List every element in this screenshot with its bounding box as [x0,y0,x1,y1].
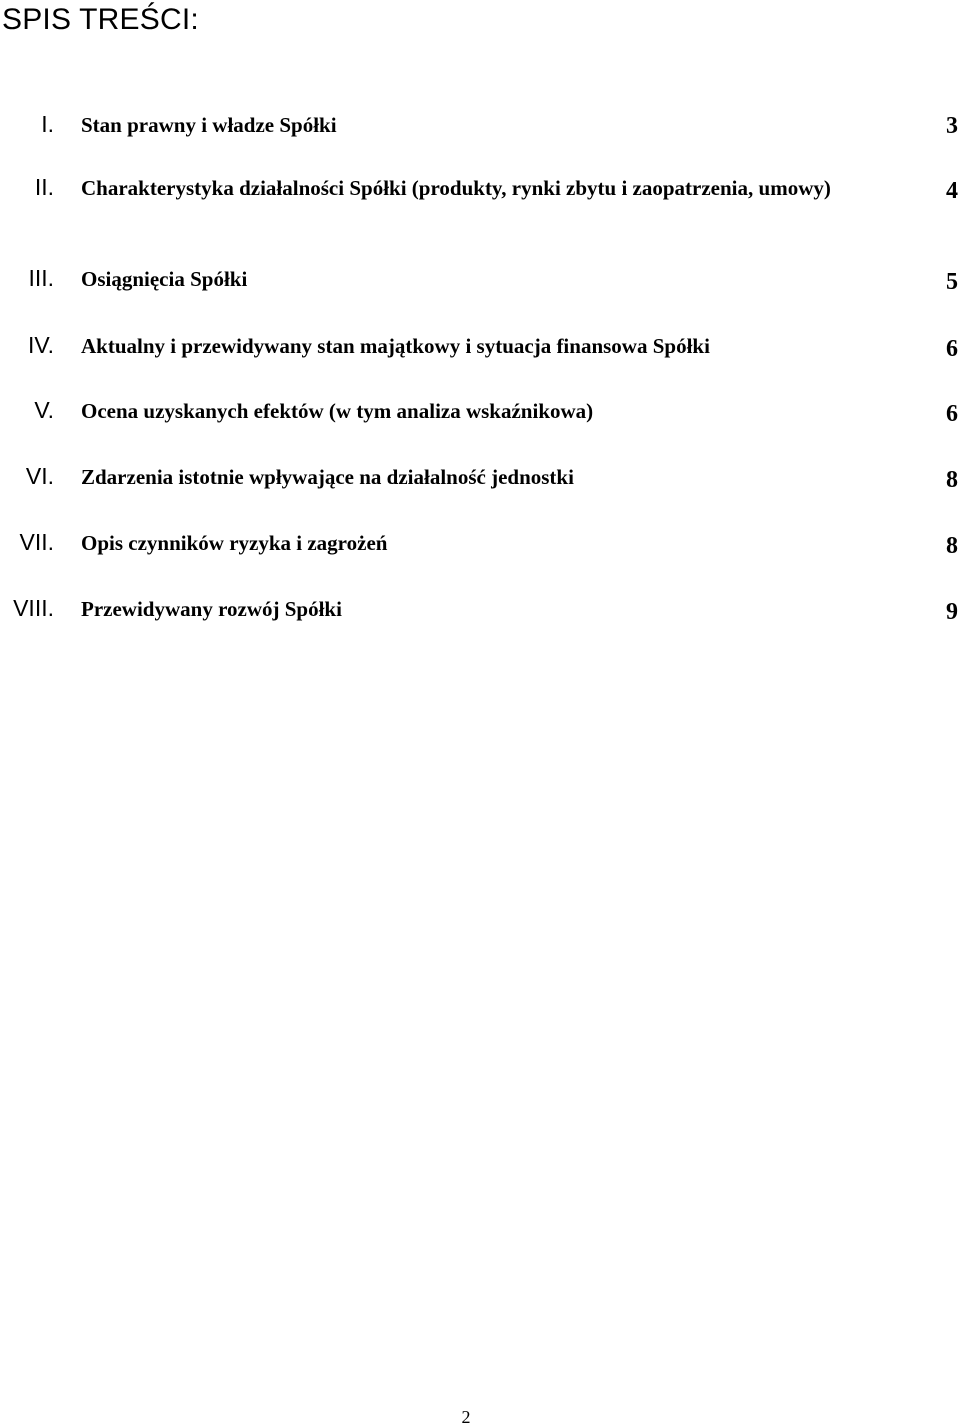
toc-entry-title: Przewidywany rozwój Spółki [81,597,342,621]
page-number: 2 [461,1407,471,1427]
toc-entry-title: Osiągnięcia Spółki [81,267,248,291]
toc-entry-page: 4 [946,178,958,204]
toc-entry-number: III. [28,265,54,291]
toc-entry-page: 8 [946,467,958,493]
toc-entry-page: 5 [946,269,958,295]
toc-entry-number: VI. [25,463,54,489]
toc-entry-title: Charakterystyka działalności Spółki (produkty, rynki zbytu i zaopatrzenia, umowy) [81,176,831,200]
toc-entry-number: VII. [19,529,54,555]
toc-entry-number: I. [41,111,54,137]
toc-entry-title: Stan prawny i władze Spółki [81,113,337,137]
toc-entry-title: Aktualny i przewidywany stan majątkowy i sytuacja finansowa Spółki [81,334,710,358]
page-title: SPIS TREŚCI: [2,3,199,36]
toc-entry-number: II. [34,174,54,200]
toc-entry-number: VIII. [13,595,54,621]
toc-entry-number: V. [34,397,54,423]
toc-entry-page: 8 [946,533,958,559]
toc-entry-title: Zdarzenia istotnie wpływające na działalność jednostki [81,465,574,489]
toc-entry-title: Ocena uzyskanych efektów (w tym analiza wskaźnikowa) [81,399,594,423]
toc-entry-page: 9 [946,599,958,625]
toc-entry-title: Opis czynników ryzyka i zagrożeń [81,531,388,555]
toc-entry-page: 3 [946,113,958,139]
toc-entry-page: 6 [946,336,958,362]
toc-entry-number: IV. [27,332,54,358]
toc-entry-page: 6 [946,401,958,427]
